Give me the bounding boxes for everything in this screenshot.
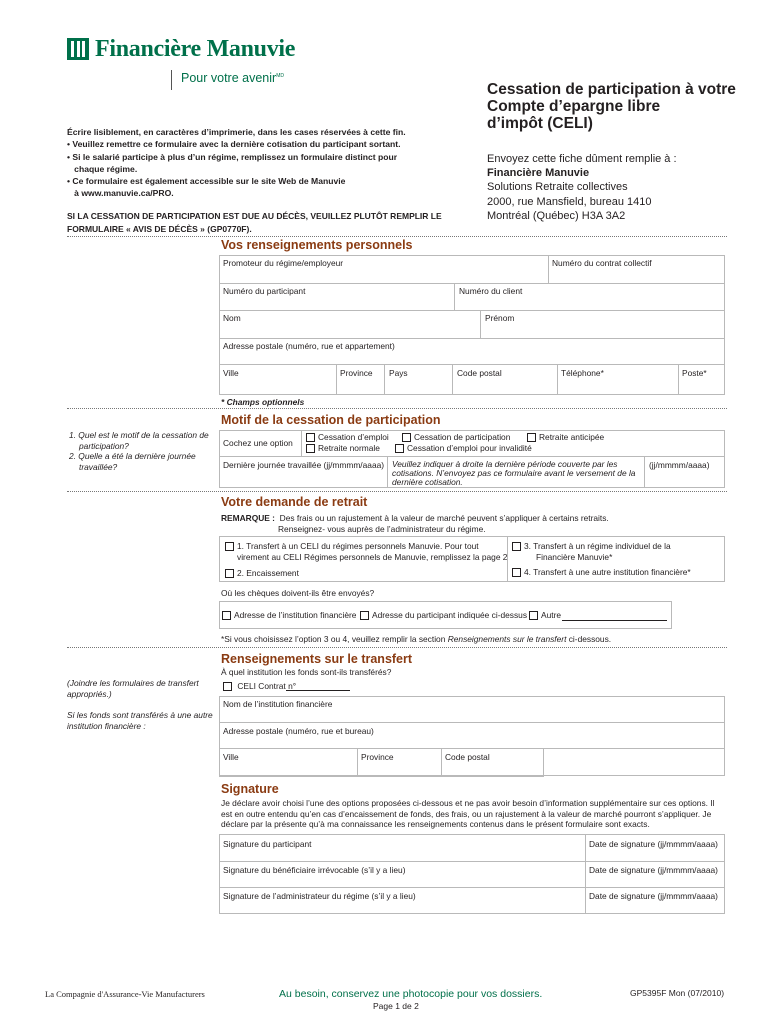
checkbox-icon[interactable] <box>395 444 404 453</box>
form-code: GP5395F Mon (07/2010) <box>630 988 725 998</box>
dest-other[interactable]: Autre <box>529 610 561 620</box>
checkbox-icon[interactable] <box>527 433 536 442</box>
last-name-field[interactable]: Nom <box>223 313 241 323</box>
section-title-withdrawal: Votre demande de retrait <box>221 495 368 509</box>
option-participation[interactable]: Cessation de participation <box>402 432 510 442</box>
section-title-signature: Signature <box>221 782 279 796</box>
contract-number-field[interactable]: Numéro du contrat collectif <box>552 258 652 268</box>
institution-postal-field[interactable]: Code postal <box>445 752 490 762</box>
participant-signature-field[interactable]: Signature du participant <box>223 839 312 849</box>
extension-field[interactable]: Poste* <box>682 368 707 378</box>
footer-company: La Compagnie d'Assurance-Vie Manufacturers <box>45 989 205 999</box>
celi-contract-input[interactable] <box>286 690 350 691</box>
transfer-side-note: (Joindre les formulaires de transfert appropriés.) Si les fonds sont transférés à une autre institution financière : <box>67 678 213 731</box>
institution-address-field[interactable]: Adresse postale (numéro, rue et bureau) <box>223 726 374 736</box>
phone-field[interactable]: Téléphone* <box>561 368 604 378</box>
manuvie-logo-icon <box>67 38 89 60</box>
last-day-field[interactable]: Dernière journée travaillée (jj/mmmm/aaaa) <box>223 460 385 470</box>
tagline: Pour votre avenir$^{MD}$ <box>181 71 284 85</box>
participant-date-field[interactable]: Date de signature (jj/mmmm/aaaa) <box>589 839 718 849</box>
option-transfer-celi[interactable]: 1. Transfert à un CELI du régimes personnels Manuvie. Pour tout virement au CELI Régimes personnels de Manuvie, remplissez la page 2 <box>225 541 507 563</box>
postal-code-field[interactable]: Code postal <box>457 368 502 378</box>
death-notice: SI LA CESSATION DE PARTICIPATION EST DUE AU DÉCÈS, VEUILLEZ PLUTÔT REMPLIR LE FORMULAIRE « AVIS DE DÉCÈS » (GP0770F). <box>67 211 442 234</box>
form-title: Cessation de participation à votre Compte d’epargne libre d’impôt (CELI) <box>487 81 736 132</box>
dest-other-input[interactable] <box>562 620 667 621</box>
beneficiary-date-field[interactable]: Date de signature (jj/mmmm/aaaa) <box>589 865 718 875</box>
sponsor-field[interactable]: Promoteur du régime/employeur <box>223 258 344 268</box>
city-field[interactable]: Ville <box>223 368 239 378</box>
option-early-retirement[interactable]: Retraite anticipée <box>527 432 604 442</box>
choose-option-label: Cochez une option <box>223 438 293 448</box>
checkbox-icon[interactable] <box>529 611 538 620</box>
beneficiary-signature-field[interactable]: Signature du bénéficiaire irrévocable (s’il y a lieu) <box>223 865 406 875</box>
institution-name-field[interactable]: Nom de l’institution financière <box>223 699 333 709</box>
section-title-reason: Motif de la cessation de participation <box>221 413 441 427</box>
institution-province-field[interactable]: Province <box>361 752 394 762</box>
institution-city-field[interactable]: Ville <box>223 752 239 762</box>
instructions: Écrire lisiblement, en caractères d’imprimerie, dans les cases réservées à cette fin. • Veuillez remettre ce formulaire avec la dernière cotisation du participant sortant. • Si le salarié participe à plus d’un régime, remplissez un formulaire distinct pour chaque régime. • Ce formulaire est également accessible sur le site Web de Manuvie à www.manuvie.ca/PRO. <box>67 127 406 199</box>
checkbox-icon[interactable] <box>223 682 232 691</box>
country-field[interactable]: Pays <box>389 368 408 378</box>
reason-questions: 1. Quel est le motif de la cessation de participation? 2. Quelle a été la dernière journée travaillée? <box>69 430 209 472</box>
checkbox-icon[interactable] <box>306 444 315 453</box>
dest-institution[interactable]: Adresse de l’institution financière <box>222 610 356 620</box>
brand-name: Financière Manuvie <box>95 36 296 62</box>
checkbox-icon[interactable] <box>512 542 521 551</box>
section-title-transfer: Renseignements sur le transfert <box>221 652 413 666</box>
checkbox-icon[interactable] <box>360 611 369 620</box>
option-disability[interactable]: Cessation d’emploi pour invalidité <box>395 443 532 453</box>
optional-fields-note: * Champs optionnels <box>221 397 305 407</box>
signature-declaration: Je déclare avoir choisi l’une des options proposées ci-dessous et ne pas avoir besoin d’information supplémentaire sur ces options. Il est en outre entendu qu’en cas d’encaissement de fonds, des frais, ou un rajustement à la valeur de marché pourront s’appliquer. Je déclare par la présente qu’à ma connaissance les renseignements contenus dans le présent formulaire sont exacts. <box>221 798 715 830</box>
participant-number-field[interactable]: Numéro du participant <box>223 286 306 296</box>
option-normal-retirement[interactable]: Retraite normale <box>306 443 380 453</box>
client-number-field[interactable]: Numéro du client <box>459 286 523 296</box>
option-other-institution[interactable]: 4. Transfert à une autre institution financière* <box>512 567 691 577</box>
tagline-divider <box>171 70 172 90</box>
option-individual-plan[interactable]: 3. Transfert à un régime individuel de la Financière Manuvie* <box>512 541 671 563</box>
page-number: Page 1 de 2 <box>373 1001 419 1011</box>
checkbox-icon[interactable] <box>222 611 231 620</box>
admin-signature-field[interactable]: Signature de l’administrateur du régime (s’il y a lieu) <box>223 891 416 901</box>
cheque-destination-question: Où les chèques doivent-ils être envoyés? <box>221 588 375 598</box>
transfer-question: À quel institution les fonds sont-ils transférés? <box>221 667 392 677</box>
transfer-note: *Si vous choisissez l’option 3 ou 4, veuillez remplir la section Renseignements sur le transfert ci-dessous. <box>221 634 612 644</box>
mailing-address: Envoyez cette fiche dûment remplie à : Financière Manuvie Solutions Retraite collectives 2000, rue Mansfield, bureau 1410 Montréal (Québec) H3A 3A2 <box>487 153 677 222</box>
checkbox-icon[interactable] <box>225 569 234 578</box>
checkbox-icon[interactable] <box>512 568 521 577</box>
last-period-date-field[interactable]: (jj/mmmm/aaaa) <box>649 460 710 470</box>
first-name-field[interactable]: Prénom <box>485 313 515 323</box>
section-title-personal: Vos renseignements personnels <box>221 238 413 252</box>
checkbox-icon[interactable] <box>306 433 315 442</box>
address-field[interactable]: Adresse postale (numéro, rue et appartement) <box>223 341 395 351</box>
footer-copy-note: Au besoin, conservez une photocopie pour vos dossiers. <box>279 988 543 1000</box>
dest-participant[interactable]: Adresse du participant indiquée ci-dessus <box>360 610 527 620</box>
withdrawal-remark: REMARQUE : Des frais ou un rajustement à la valeur de marché peuvent s’appliquer à certains retraits. Renseignez- vous auprès de l’administrateur du régime. <box>221 513 609 534</box>
last-period-note: Veuillez indiquer à droite la dernière période couverte par les cotisations. N’envoyez pas ce formulaire avant le versement de la dernière cotisation. <box>392 459 636 487</box>
option-employment[interactable]: Cessation d’emploi <box>306 432 389 442</box>
option-cash[interactable]: 2. Encaissement <box>225 568 299 578</box>
checkbox-icon[interactable] <box>402 433 411 442</box>
celi-option[interactable]: CELI Contrat n° <box>223 681 296 691</box>
province-field[interactable]: Province <box>340 368 373 378</box>
admin-date-field[interactable]: Date de signature (jj/mmmm/aaaa) <box>589 891 718 901</box>
checkbox-icon[interactable] <box>225 542 234 551</box>
